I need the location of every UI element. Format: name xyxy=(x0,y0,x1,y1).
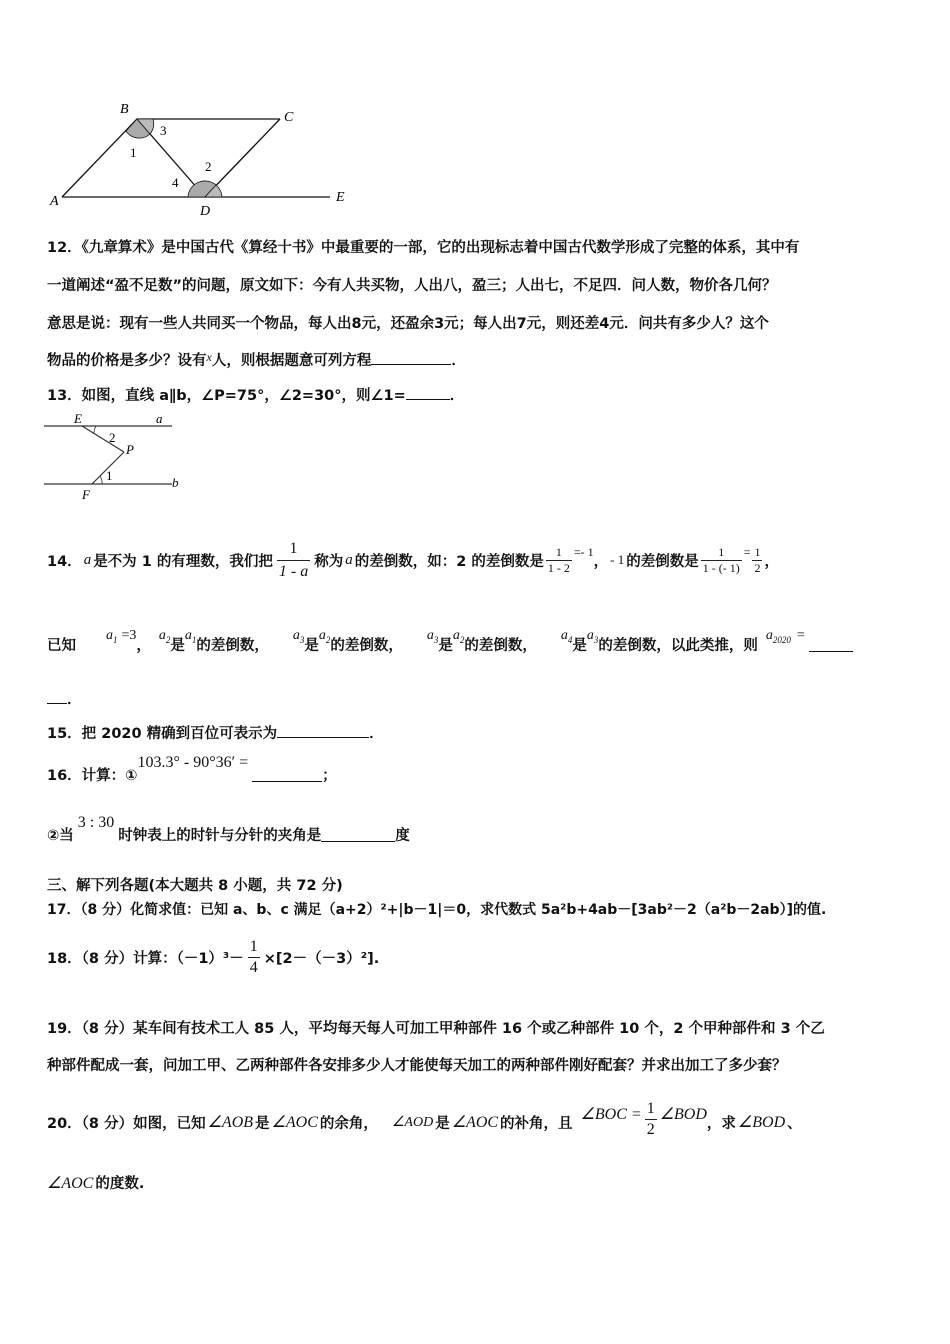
frac2-denominator: 1 - 2 xyxy=(547,560,570,575)
is-3: 是 xyxy=(438,637,453,654)
seq-a3ref-sub: 3 xyxy=(593,634,599,645)
seq-eq: = xyxy=(796,628,805,643)
fraction-1-over-2 xyxy=(752,545,762,576)
seq-a1-letter: a xyxy=(106,627,113,643)
q20-line1 xyxy=(47,1092,802,1152)
seq-a4-sub: 4 xyxy=(567,634,573,645)
label-F-13: F xyxy=(82,487,90,502)
q20-text-6: 的度数. xyxy=(95,1176,145,1192)
figure-parallel-lines xyxy=(44,414,189,502)
seq-a3-b xyxy=(427,628,439,645)
q14-neg1: - 1 xyxy=(610,552,625,567)
angle-aoc-2: ∠AOC xyxy=(451,1114,499,1131)
q13-text xyxy=(47,384,464,405)
seq-a2-sub: 2 xyxy=(165,634,171,645)
frac-q18-denominator: 4 xyxy=(249,958,258,976)
q14-line2 xyxy=(47,626,853,662)
q12-line4-b: 人，则根据题意可列方程 xyxy=(211,353,372,369)
label-E: E xyxy=(336,190,345,205)
q16-question: 16．计算：① xyxy=(47,767,138,784)
answer-blank-12 xyxy=(371,350,451,365)
q15-end: ． xyxy=(369,726,384,742)
label-A: A xyxy=(50,194,59,209)
seq-a2-ref xyxy=(319,628,331,645)
answer-blank-14b xyxy=(47,689,67,704)
answer-blank-15 xyxy=(277,723,369,738)
q14-number: 14． xyxy=(47,553,82,570)
label-angle-1: 1 xyxy=(130,145,137,160)
fraction-1-over-2-q20 xyxy=(645,1099,657,1140)
frac-q20-denominator: 2 xyxy=(646,1120,655,1138)
q16-line1 xyxy=(47,756,337,792)
seq-a1-sub: 1 xyxy=(113,634,118,645)
q13-question: 13．如图，直线 a∥b，∠P=75°，∠2=30°，则∠1= xyxy=(47,388,406,404)
q20-text-2: 的余角， xyxy=(319,1115,378,1132)
frac4-numerator: 1 xyxy=(754,544,761,559)
frac2-numerator: 1 xyxy=(555,544,562,559)
seq-a2-letter: a xyxy=(158,627,166,643)
label-angle-4: 4 xyxy=(172,175,179,190)
q20-line2 xyxy=(47,1172,144,1193)
label-C: C xyxy=(284,110,294,125)
seq-a4 xyxy=(561,628,573,645)
q14-line3-end: ． xyxy=(67,692,82,708)
q12-line1: 12．《九章算术》是中国古代《算经十书》中最重要的一部，它的出现标志着中国古代数学形成了完整的体系，其中有 xyxy=(47,240,800,256)
q16b-end: 度 xyxy=(395,827,410,844)
diff-2: 的差倒数， xyxy=(330,637,403,654)
q12-end: ． xyxy=(451,353,466,369)
seq-a1 xyxy=(106,628,118,645)
label-angle-3: 3 xyxy=(160,123,167,138)
section-3-title: 三、解下列各题(本大题共 8 小题，共 72 分) xyxy=(47,878,343,894)
q14-line2-end: 的差倒数，以此类推，则 xyxy=(598,637,758,654)
seq-a2b-sub: 2 xyxy=(459,634,465,645)
angle-boc: ∠BOC = xyxy=(580,1106,642,1123)
angle-bod-2: ∠BOD xyxy=(737,1114,786,1131)
seq-a2020-letter: a xyxy=(765,627,773,643)
seq-a2-ref-b xyxy=(453,628,465,645)
diff-3: 的差倒数， xyxy=(464,637,537,654)
label-b-13: b xyxy=(172,475,179,490)
frac-q18-numerator: 1 xyxy=(249,937,258,955)
q14-text-5: 的差倒数是 xyxy=(626,553,699,570)
label-a-13: a xyxy=(156,414,163,426)
label-P-13: P xyxy=(126,442,134,457)
seq-a2020-sub: 2020 xyxy=(772,634,791,645)
answer-blank-16a xyxy=(252,767,322,782)
q14-eq3: = xyxy=(743,544,751,559)
is-4: 是 xyxy=(572,637,587,654)
seq-a4-letter: a xyxy=(560,627,568,643)
q19-line2: 种部件配成一套，问加工甲、乙两种部件各安排多少人才能使每天加工的两种部件刚好配套？并求出加工了多少套？ xyxy=(47,1058,787,1074)
q14-eq2: =- 1 xyxy=(573,544,594,559)
q16b-text-b: 时钟表上的时针与分针的夹角是 xyxy=(118,827,322,844)
seq-a3-ref xyxy=(587,628,599,645)
seq-a3 xyxy=(293,628,305,645)
answer-blank-13 xyxy=(406,385,450,400)
q20-text-3: 的补角，且 xyxy=(500,1115,573,1132)
frac1-denominator: 1 - a xyxy=(277,560,310,583)
is-1: 是 xyxy=(170,637,185,654)
label-angle-2-13: 2 xyxy=(109,430,116,445)
q12-line3: 意思是说：现有一些人共同买一个物品，每人出8元，还盈余3元；每人出7元，则还差4元．问共有多少人？这个 xyxy=(47,316,769,332)
q20-is-2: 是 xyxy=(435,1115,450,1132)
label-E-13: E xyxy=(74,414,82,426)
seq-a3-sub: 3 xyxy=(299,634,305,645)
fraction-1-over-1-minus-neg1 xyxy=(701,545,742,576)
q20-text-5: 、 xyxy=(787,1115,802,1132)
angle-aoc: ∠AOC xyxy=(271,1114,318,1131)
diff-1: 的差倒数， xyxy=(196,637,269,654)
angle-aob: ∠AOB xyxy=(207,1114,254,1131)
frac3-denominator: 1 - (- 1) xyxy=(702,560,740,575)
label-D: D xyxy=(200,204,211,219)
frac1-numerator: 1 xyxy=(289,539,298,557)
q14-known: 已知 xyxy=(47,637,76,654)
q14-text-2: 称为 xyxy=(314,553,344,570)
seq-a1-value: =3 xyxy=(121,628,137,643)
seq-a1-ref-sub: 1 xyxy=(191,634,197,645)
seq-a3b-sub: 3 xyxy=(433,634,439,645)
q14-text-4: ， xyxy=(593,553,609,570)
fraction-1-over-4 xyxy=(248,937,260,978)
seq-a3ref-letter: a xyxy=(586,627,594,643)
fraction-1-over-1-minus-a xyxy=(277,538,310,583)
q14-text-1: 是不为 1 的有理数，我们把 xyxy=(93,553,273,570)
seq-a1-ref-letter: a xyxy=(184,627,192,643)
q17-text: 17．（8 分）化简求值：已知 a、b、c 满足（a+2）²+|b－1|＝0，求代数式 5a²b+4ab－[3ab²－2（a²b－2ab）]的值. xyxy=(47,902,827,918)
figure-angles xyxy=(40,95,360,225)
q14-text-6: ， xyxy=(764,553,779,570)
is-2: 是 xyxy=(304,637,319,654)
q16b-text-a: ②当 xyxy=(47,827,74,844)
answer-blank-16b xyxy=(321,827,395,842)
comma-1: ， xyxy=(136,637,151,654)
frac-q20-numerator: 1 xyxy=(646,1099,655,1117)
label-B: B xyxy=(120,102,129,117)
seq-a2b-letter: a xyxy=(452,627,460,643)
q12-line4 xyxy=(47,349,466,370)
angle-aoc-3: ∠AOC xyxy=(47,1174,94,1192)
seq-a1-ref xyxy=(185,628,197,645)
q13-end: ． xyxy=(449,388,465,404)
q19-line1: 19．（8 分）某车间有技术工人 85 人，平均每天每人可加工甲种部件 16 个或乙种部件 10 个，2 个甲种部件和 3 个乙 xyxy=(47,1021,825,1037)
q14-line1 xyxy=(47,525,779,595)
seq-a2-ref-sub: 2 xyxy=(325,634,331,645)
q12-line2: 一道阐述“盈不足数”的问题，原文如下：今有人共买物，人出八，盈三；人出七，不足四．问人数，物价各几何？ xyxy=(47,278,777,294)
fraction-1-over-1-minus-2 xyxy=(546,545,572,576)
seq-a2020 xyxy=(766,628,791,645)
q15-text xyxy=(47,722,384,743)
angle-aod: ∠AOD xyxy=(391,1114,434,1130)
q15-question: 15．把 2020 精确到百位可表示为 xyxy=(47,726,278,742)
label-angle-2: 2 xyxy=(205,159,212,174)
var-a-2: a xyxy=(345,551,353,568)
frac4-denominator: 2 xyxy=(754,560,761,575)
q14-text-3: 的差倒数，如：2 的差倒数是 xyxy=(354,553,544,570)
q18-text-a: 18．（8 分）计算：（－1）³－ xyxy=(47,950,244,967)
q16-end: ； xyxy=(322,767,337,784)
seq-a3b-letter: a xyxy=(426,627,434,643)
answer-blank-14a xyxy=(809,637,853,652)
q14-line3 xyxy=(47,688,82,709)
var-a: a xyxy=(83,551,92,568)
q12-line4-a: 物品的价格是多少？设有 xyxy=(47,353,207,369)
q20-is-1: 是 xyxy=(255,1115,270,1132)
angle-bod: ∠BOD xyxy=(659,1106,707,1123)
q16-line2 xyxy=(47,816,410,852)
q16-expression: 103.3° - 90°36′ = xyxy=(137,754,249,771)
seq-a2-ref-letter: a xyxy=(318,627,326,643)
variable-x: x xyxy=(206,350,212,364)
q20-text-4: ，求 xyxy=(706,1115,736,1132)
q20-number: 20．（8 分）如图，已知 xyxy=(47,1115,206,1132)
seq-a3-letter: a xyxy=(292,627,300,643)
frac3-numerator: 1 xyxy=(718,544,725,559)
q18-line xyxy=(47,932,379,982)
q16b-time: 3 : 30 xyxy=(77,814,115,831)
q18-text-b: ×[2－（－3）²]. xyxy=(263,950,380,967)
seq-a2 xyxy=(159,628,171,645)
label-angle-1-13: 1 xyxy=(106,468,113,483)
